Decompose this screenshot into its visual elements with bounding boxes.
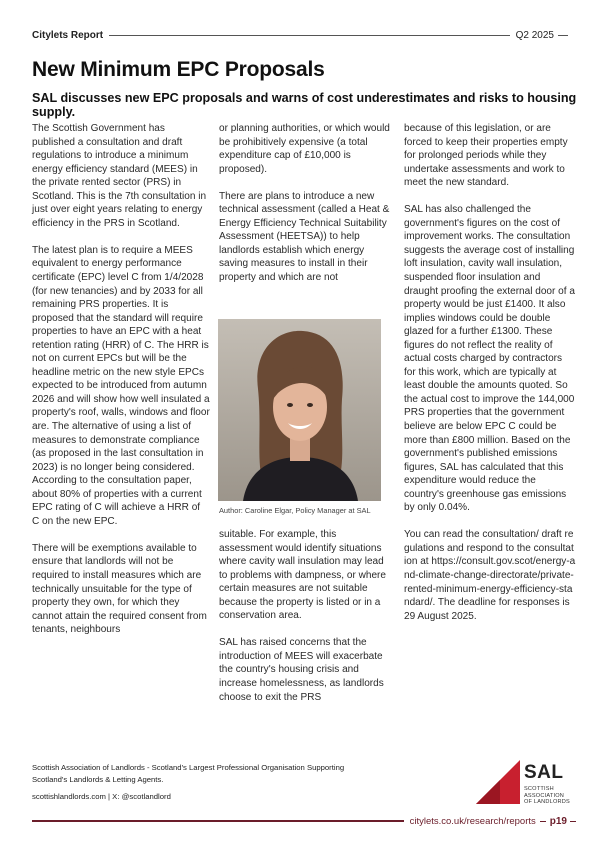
article-subtitle: SAL discusses new EPC proposals and warns of cost underestimates and risks to housing supply. (32, 91, 577, 119)
publication-name: Citylets Report (32, 29, 104, 41)
page-number: p19 (549, 815, 567, 827)
logo-subtext: OF LANDLORDS (524, 799, 570, 805)
paragraph: The Scottish Government has published a consultation and draft regulations to introduce a minimum energy efficiency standard (MEES) in the private rented sector (PRS) in Scotland. This is the 7th consultation in just over eight years relating to energy efficiency in the PRS in Scotland. (32, 123, 207, 229)
paragraph: SAL has raised concerns that the introduction of MEES will exacerbate the country's housing crisis and increase homelessness, as landlords choose to exit the PRS (219, 637, 384, 703)
paragraph: or planning authorities, or which would be prohibitively expensive (a total expenditure cap of £10,000 is proposed). (219, 123, 390, 175)
logo-text: SAL (524, 762, 564, 783)
footer-separator (540, 821, 546, 822)
photo-caption: Author: Caroline Elgar, Policy Manager at SAL (219, 506, 371, 515)
footer-description (32, 762, 344, 803)
header-rule (109, 35, 510, 36)
sal-logo (476, 764, 576, 804)
sal-logo-mark-icon (476, 760, 520, 804)
paragraph: There are plans to introduce a new technical assessment (called a Heat & Energy Efficiency Technical Suitability Assessment (HEETSA)) to help landlords establish which energy saving measures to install in their property and which are not (219, 190, 390, 283)
paragraph: There will be exemptions available to ensure that landlords will not be required to install measures which are technically unsuitable for the type of property they own, for which they cannot attain the required consent from tenants, neighbours (32, 542, 207, 636)
paragraph: You can read the consultation/ draft regulations and respond to the consultation at https://consult.gov.scot/energy-and-climate-change-directorate/private-rented-minimum-energy-efficiency-standard/. The deadline for responses is 29 August 2025. (404, 529, 576, 622)
author-photo (218, 319, 381, 501)
footer-line: Scotland's Landlords & Letting Agents. (32, 775, 164, 784)
paragraph: suitable. For example, this assessment would identify situations where cavity wall insulation may lead to problems with dampness, or where certain measures are not suitable because the property is listed or in a conservation area. (219, 529, 386, 622)
author-portrait-image (218, 319, 381, 501)
footer-rule-tail (570, 821, 576, 822)
article-column-2-top (219, 122, 391, 298)
reports-link[interactable]: citylets.co.uk/research/reports (409, 815, 536, 827)
footer-contact[interactable]: scottishlandlords.com | X: @scotlandlord (32, 792, 171, 801)
report-header (32, 28, 568, 42)
logo-subtext: SCOTTISH (524, 786, 554, 792)
paragraph: because of this legislation, or are forced to keep their properties empty for prolonged periods while they undertake assessments and work to meet the new standard. (404, 123, 568, 189)
paragraph: The latest plan is to require a MEES equivalent to energy performance certificate (EPC) level C from 1/4/2028 (for new tenancies) and by 2033 for all remaining PRS properties. It is proposed that the standard will require properties to have an EPC with a heat retention rating (HRR) of C. The HRR is not on current EPCs but will be the headline metric on the new style EPCs expected to be introduced from autumn 2026 and will show how well insulated a property's roof, walls, windows and floor are. The alternative of using a list of measures to demonstrate compliance (as proposed in the last consultation in 2023) is no longer being considered. According to the consultation paper, about 80% of properties with a current EPC rating of C will achieve a HRR of C on the new EPC. (32, 244, 210, 527)
article-title: New Minimum EPC Proposals (32, 58, 325, 81)
header-rule-tail (558, 35, 568, 36)
article-column-1 (32, 122, 210, 650)
footer-rule (32, 820, 404, 822)
report-footer (32, 814, 576, 828)
report-quarter: Q2 2025 (515, 29, 554, 41)
paragraph: SAL has also challenged the government's figures on the cost of improvement works. The consultation suggests the average cost of installing loft insulation, cavity wall insulation, suspended floor insulation and draught proofing the external door of a property would be just £1400. It also implies windows could be double glazed for a further £1300. These figures do not reflect the reality of actual costs charged by contractors for this work, which are typically at least double the amounts quoted. So the actual cost to improve the 144,000 PRS properties that the government believe are below EPC C could be more than £800 million. Based on the government's published emissions figures, SAL has calculated that this expenditure would reduce the country's greenhouse gas emissions by only 0.04%. (404, 204, 575, 514)
footer-line: Scottish Association of Landlords - Scotland's Largest Professional Organisation Supporting (32, 763, 345, 772)
article-column-2-bottom (219, 528, 391, 718)
logo-subtext: ASSOCIATION (524, 792, 565, 799)
article-column-3 (404, 122, 576, 637)
